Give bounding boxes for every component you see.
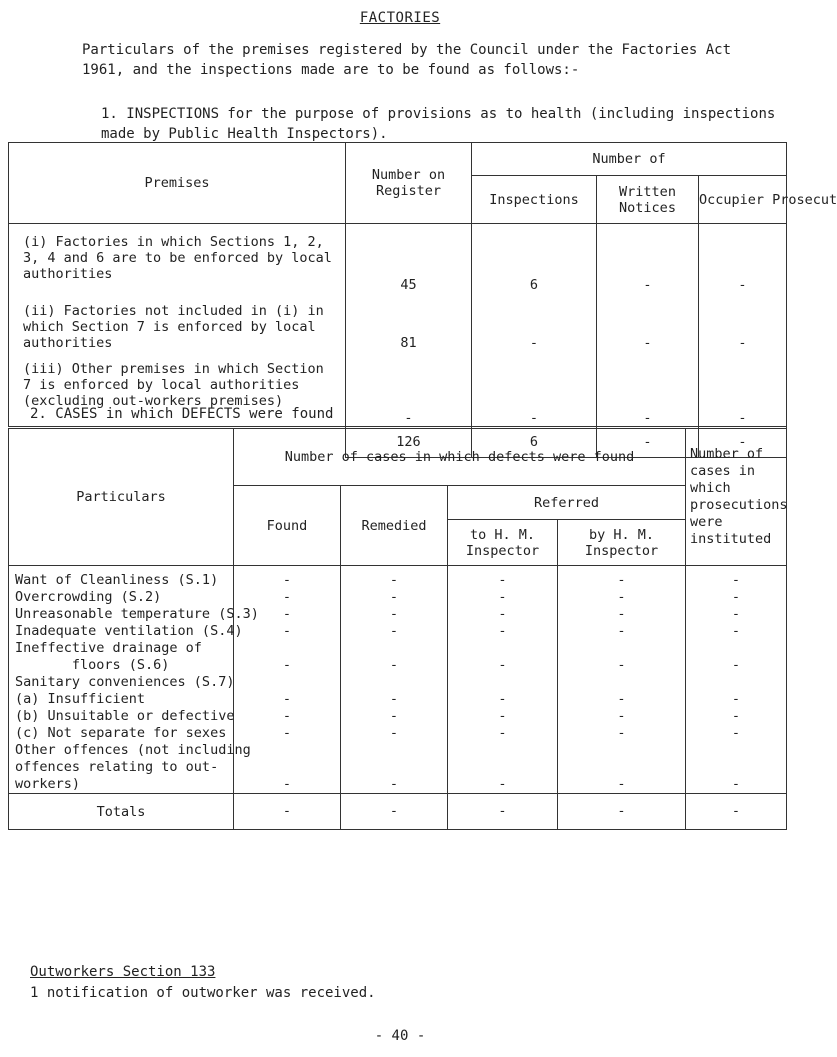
row-value: -	[341, 640, 448, 674]
row-value: -	[448, 674, 558, 708]
row-label: (iii) Other premises in which Section 7 is enforced by local authorities (excluding out-workers premises)	[9, 351, 346, 427]
total-register: 126	[346, 427, 472, 458]
page-title: FACTORIES	[359, 10, 441, 26]
cell-inspections: -	[472, 293, 597, 351]
col-premises: Premises	[9, 143, 346, 224]
totals-label: Totals	[9, 794, 234, 830]
row-label: Unreasonable temperature (S.3)	[9, 606, 234, 623]
row-value: -	[341, 606, 448, 623]
row-value: -	[341, 708, 448, 725]
cell-written: -	[597, 224, 699, 293]
row-value: -	[341, 566, 448, 590]
totals-found: -	[234, 794, 341, 830]
row-value: -	[448, 742, 558, 794]
row-label: Ineffective drainage of floors (S.6)	[9, 640, 234, 674]
row-value: -	[558, 589, 686, 606]
row-value: -	[558, 566, 686, 590]
col-number-cases: Number of cases in which defects were found	[234, 429, 686, 486]
row-value: -	[686, 725, 787, 742]
cell-register: -	[346, 351, 472, 427]
row-label: (c) Not separate for sexes	[9, 725, 234, 742]
totals-remedied: -	[341, 794, 448, 830]
row-value: -	[448, 623, 558, 640]
row-value: -	[234, 640, 341, 674]
table-row	[9, 623, 787, 640]
row-value: -	[234, 589, 341, 606]
totals-prosecutions: -	[686, 794, 787, 830]
table-row	[9, 293, 787, 351]
row-value: -	[341, 623, 448, 640]
row-value: -	[686, 589, 787, 606]
total-occupier: -	[699, 427, 787, 458]
row-value: -	[234, 725, 341, 742]
totals-row	[9, 794, 787, 830]
row-value: -	[558, 725, 686, 742]
col-inspections: Inspections	[472, 176, 597, 224]
col-register: Number on Register	[346, 143, 472, 224]
col-by-hm-inspector: by H. M. Inspector	[558, 520, 686, 566]
row-value: -	[234, 623, 341, 640]
col-written-notices: Written Notices	[597, 176, 699, 224]
total-inspections: 6	[472, 427, 597, 458]
table-row	[9, 725, 787, 742]
row-value: -	[341, 674, 448, 708]
section2-heading: 2. CASES in which DEFECTS were found	[30, 406, 334, 422]
row-value: -	[448, 640, 558, 674]
table-row	[9, 606, 787, 623]
row-value: -	[686, 674, 787, 708]
section1-heading: 1. INSPECTIONS for the purpose of provisions as to health (including inspections made by Public Health Inspectors).	[101, 106, 776, 142]
row-value: -	[234, 606, 341, 623]
col-occupier: Occupier Prosecut	[699, 176, 787, 224]
cell-inspections: 6	[472, 224, 597, 293]
table-row	[9, 742, 787, 794]
cell-occupier: -	[699, 351, 787, 427]
cell-inspections: -	[472, 351, 597, 427]
col-found: Found	[234, 486, 341, 566]
total-written: -	[597, 427, 699, 458]
outworkers-text: 1 notification of outworker was received.	[30, 985, 376, 1001]
row-label: Sanitary conveniences (S.7) (a) Insufficient	[9, 674, 234, 708]
intro-paragraph: Particulars of the premises registered by the Council under the Factories Act 1961, and the inspections made are to be found as follows:-	[82, 42, 732, 78]
row-value: -	[686, 606, 787, 623]
cell-written: -	[597, 351, 699, 427]
col-prosecutions: Number of cases in which prosecutions were instituted	[686, 429, 787, 566]
totals-by-hm: -	[558, 794, 686, 830]
table-row	[9, 708, 787, 725]
row-value: -	[686, 708, 787, 725]
cell-written: -	[597, 293, 699, 351]
row-label: (b) Unsuitable or defective	[9, 708, 234, 725]
row-value: -	[448, 725, 558, 742]
row-label: Inadequate ventilation (S.4)	[9, 623, 234, 640]
defects-table	[8, 428, 787, 830]
row-value: -	[686, 566, 787, 590]
row-value: -	[448, 566, 558, 590]
row-value: -	[341, 589, 448, 606]
row-value: -	[448, 589, 558, 606]
row-value: -	[448, 606, 558, 623]
row-value: -	[558, 623, 686, 640]
row-value: -	[448, 708, 558, 725]
row-value: -	[686, 623, 787, 640]
cell-occupier: -	[699, 293, 787, 351]
col-to-hm-inspector: to H. M. Inspector	[448, 520, 558, 566]
col-referred: Referred	[448, 486, 686, 520]
table-row	[9, 589, 787, 606]
row-label: Overcrowding (S.2)	[9, 589, 234, 606]
outworkers-heading: Outworkers Section 133	[30, 964, 216, 980]
row-label: (ii) Factories not included in (i) in which Section 7 is enforced by local authorities	[9, 293, 346, 351]
totals-to-hm: -	[448, 794, 558, 830]
row-value: -	[558, 640, 686, 674]
row-value: -	[558, 606, 686, 623]
table-row	[9, 640, 787, 674]
row-label: Other offences (not including offences relating to out- workers)	[9, 742, 234, 794]
row-value: -	[341, 725, 448, 742]
page-number: - 40 -	[374, 1028, 426, 1044]
row-value: -	[558, 742, 686, 794]
col-number-of: Number of	[472, 143, 787, 176]
table-row	[9, 674, 787, 708]
row-value: -	[341, 742, 448, 794]
cell-occupier: -	[699, 224, 787, 293]
row-label: (i) Factories in which Sections 1, 2, 3, 4 and 6 are to be enforced by local authorities	[9, 224, 346, 293]
table-row	[9, 566, 787, 590]
cell-register: 81	[346, 293, 472, 351]
row-value: -	[558, 674, 686, 708]
row-label: Want of Cleanliness (S.1)	[9, 566, 234, 590]
row-value: -	[234, 566, 341, 590]
row-value: -	[686, 640, 787, 674]
table-row	[9, 224, 787, 293]
row-value: -	[234, 742, 341, 794]
row-value: -	[234, 708, 341, 725]
col-particulars: Particulars	[9, 429, 234, 566]
row-value: -	[686, 742, 787, 794]
row-value: -	[558, 708, 686, 725]
cell-register: 45	[346, 224, 472, 293]
row-value: -	[234, 674, 341, 708]
col-remedied: Remedied	[341, 486, 448, 566]
